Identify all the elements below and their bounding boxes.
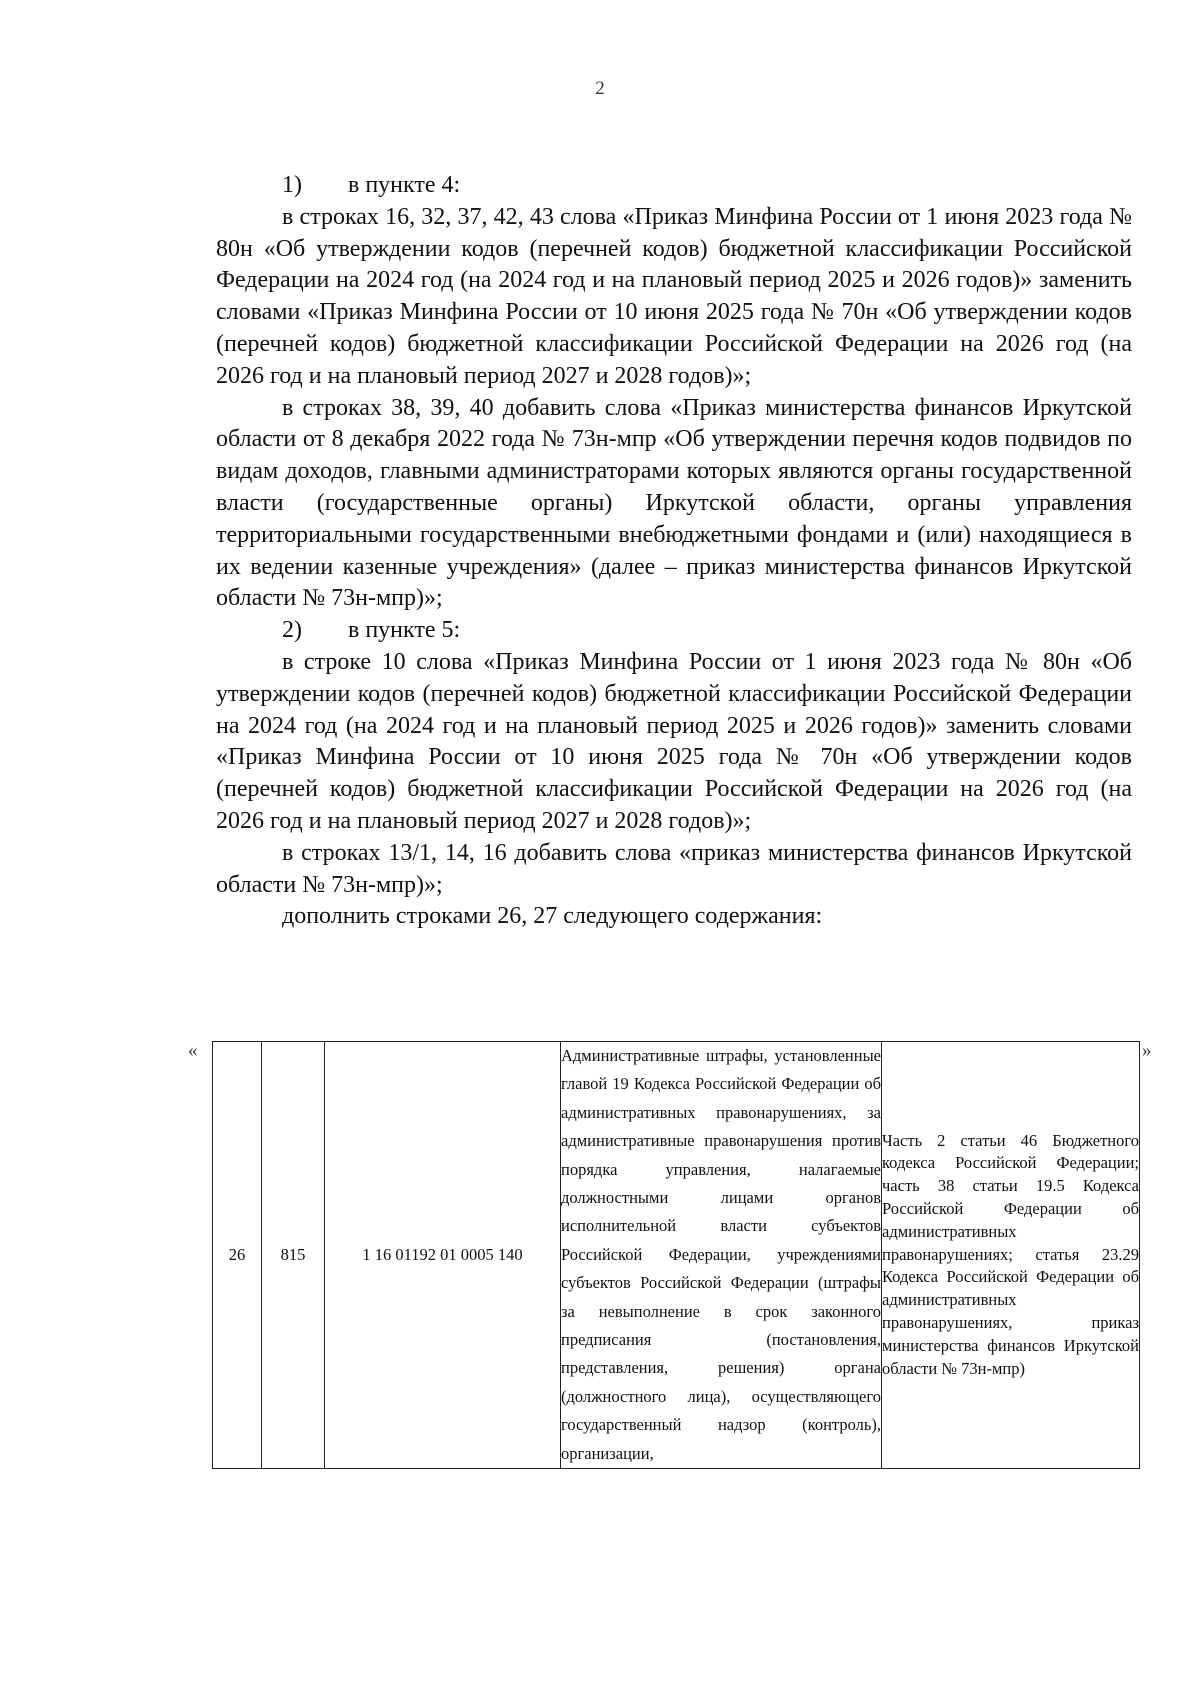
table-close-quote: » [1142,1040,1152,1061]
legal-basis-text: Часть 2 статьи 46 Бюджетного кодекса Российской Федерации; часть 38 статьи 19.5 Кодекса Российской Федерации об административных правонарушениях; статья 23.29 Кодекса Российской Федерации об административных правонарушениях, приказ министерства финансов Иркутской области № 73н-мпр) [882,1130,1139,1378]
paragraph-2: в строках 38, 39, 40 добавить слова «Приказ министерства финансов Иркутской области от 8 декабря 2022 года № 73н-мпр «Об утверждении перечня кодов подвидов по видам доходов, главными администраторами которых являются органы государственной власти (государственные органы) Иркутской области, органы управления территориальными государственными внебюджетными фондами и (или) находящиеся в их ведении казенные учреждения» (далее – приказ министерства финансов Иркутской области № 73н-мпр)»; [216,394,1132,612]
item-2-number: 2) [282,617,302,644]
item-1-number: 1) [282,172,302,198]
admin-code-cell: 815 [262,1042,325,1469]
paragraph-4: в строках 13/1, 14, 16 добавить слова «приказ министерства финансов Иркутской области № 73н-мпр)»; [216,839,1132,898]
table-open-quote: « [188,1040,198,1061]
row-number-cell: 26 [213,1042,262,1469]
revenue-table [212,1041,1140,1469]
paragraph-5: дополнить строками 26, 27 следующего содержания: [282,903,823,930]
item-2 [216,615,1132,647]
item-1 [216,170,1132,202]
paragraph-3: в строке 10 слова «Приказ Минфина России от 1 июня 2023 года № 80н «Об утверждении кодов (перечней кодов) бюджетной классификации Российской Федерации на 2024 год (на 2024 год и на плановый период 2025 и 2026 годов)» заменить словами «Приказ Минфина России от 10 июня 2025 года № 70н «Об утверждении кодов (перечней кодов) бюджетной классификации Российской Федерации на 2026 год (на 2026 год и на плановый период 2027 и 2028 годов)»; [216,648,1132,834]
income-name-cell [561,1042,882,1469]
income-code-cell: 1 16 01192 01 0005 140 [325,1042,561,1469]
item-2-label: в пункте 5: [348,617,461,644]
item-1-label: в пункте 4: [348,172,461,198]
paragraph-1: в строках 16, 32, 37, 42, 43 слова «Приказ Минфина России от 1 июня 2023 года № 80н «Об утверждении кодов (перечней кодов) бюджетной классификации Российской Федерации на 2024 год (на 2024 год и на плановый период 2025 и 2026 годов)» заменить словами «Приказ Минфина России от 10 июня 2025 года № 70н «Об утверждении кодов (перечней кодов) бюджетной классификации Российской Федерации на 2026 год (на 2026 год и на плановый период 2027 и 2028 годов)»; [216,203,1132,389]
income-name-text: Административные штрафы, установленные главой 19 Кодекса Российской Федерации об административных правонарушениях, за административные правонарушения против порядка управления, налагаемые должностными лицами органов исполнительной власти субъектов Российской Федерации, учреждениями субъектов Российской Федерации (штрафы за невыполнение в срок законного предписания (постановления, представления, решения) органа (должностного лица), осуществляющего государственный надзор (контроль), организации, [561,1046,881,1463]
legal-basis-cell [882,1042,1140,1469]
page-number: 2 [595,78,605,99]
table-row [213,1042,1140,1469]
document-body [216,170,1132,933]
